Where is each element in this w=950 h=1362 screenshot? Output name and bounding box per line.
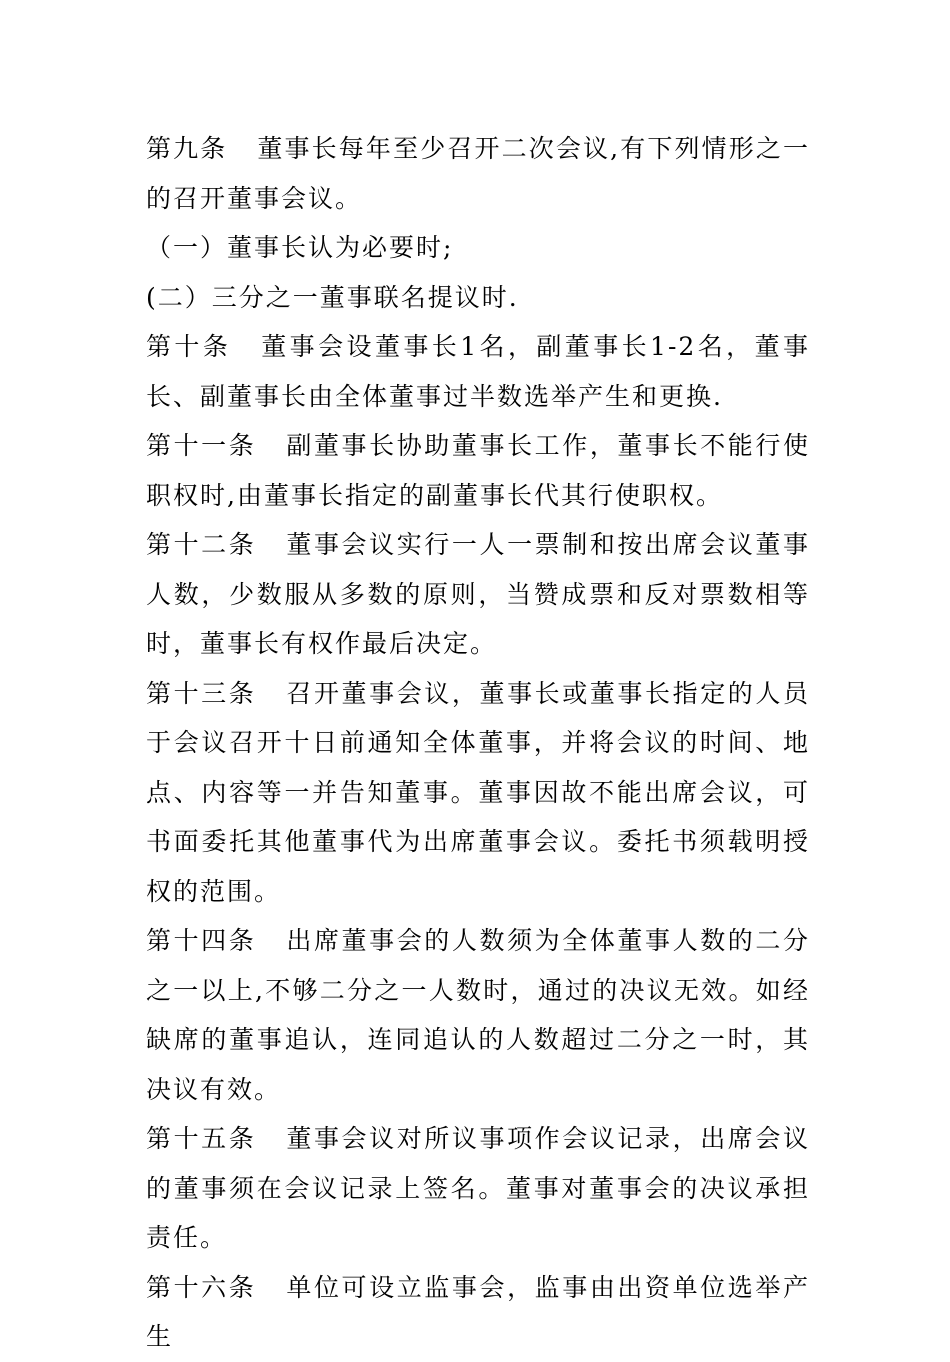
article-9-item-2 xyxy=(146,273,810,323)
document-body xyxy=(146,124,810,1362)
article-number: 第九条 xyxy=(146,134,228,163)
article-12 xyxy=(146,520,810,669)
article-13 xyxy=(146,669,810,917)
article-number: 第十五条 xyxy=(146,1124,257,1153)
article-16 xyxy=(146,1263,810,1362)
article-text: 单位可设立监事会，监事由出资单位选举产生 xyxy=(146,1272,810,1351)
article-text: 董事长每年至少召开二次会议,有下列情形之一的召开董事会议。 xyxy=(146,134,810,213)
article-15 xyxy=(146,1114,810,1263)
article-text: 副董事长协助董事长工作，董事长不能行使职权时,由董事长指定的副董事长代其行使职权。 xyxy=(146,431,810,510)
article-9 xyxy=(146,124,810,223)
article-text: 董事会设董事长1名，副董事长1-2名，董事长、副董事长由全体董事过半数选举产生和更换. xyxy=(146,332,810,411)
item-text: （一）董事长认为必要时; xyxy=(146,233,454,262)
article-14 xyxy=(146,916,810,1114)
article-number: 第十二条 xyxy=(146,530,257,559)
article-text: 召开董事会议，董事长或董事长指定的人员于会议召开十日前通知全体董事，并将会议的时间、地点、内容等一并告知董事。董事因故不能出席会议，可书面委托其他董事代为出席董事会议。委托书须载明授权的范围。 xyxy=(146,678,810,906)
article-9-item-1 xyxy=(146,223,810,273)
article-number: 第十一条 xyxy=(146,431,257,460)
article-number: 第十条 xyxy=(146,332,232,361)
article-text: 董事会议实行一人一票制和按出席会议董事人数，少数服从多数的原则，当赞成票和反对票数相等时，董事长有权作最后决定。 xyxy=(146,530,810,658)
article-number: 第十三条 xyxy=(146,678,257,708)
article-number: 第十四条 xyxy=(146,926,257,955)
article-text: 董事会议对所议事项作会议记录，出席会议的董事须在会议记录上签名。董事对董事会的决议承担责任。 xyxy=(146,1124,810,1252)
article-text: 出席董事会的人数须为全体董事人数的二分之一以上,不够二分之一人数时，通过的决议无效。如经缺席的董事追认，连同追认的人数超过二分之一时，其决议有效。 xyxy=(146,926,810,1104)
article-number: 第十六条 xyxy=(146,1272,257,1302)
article-10 xyxy=(146,322,810,421)
article-11 xyxy=(146,421,810,520)
item-text: (二）三分之一董事联名提议时. xyxy=(146,282,519,312)
